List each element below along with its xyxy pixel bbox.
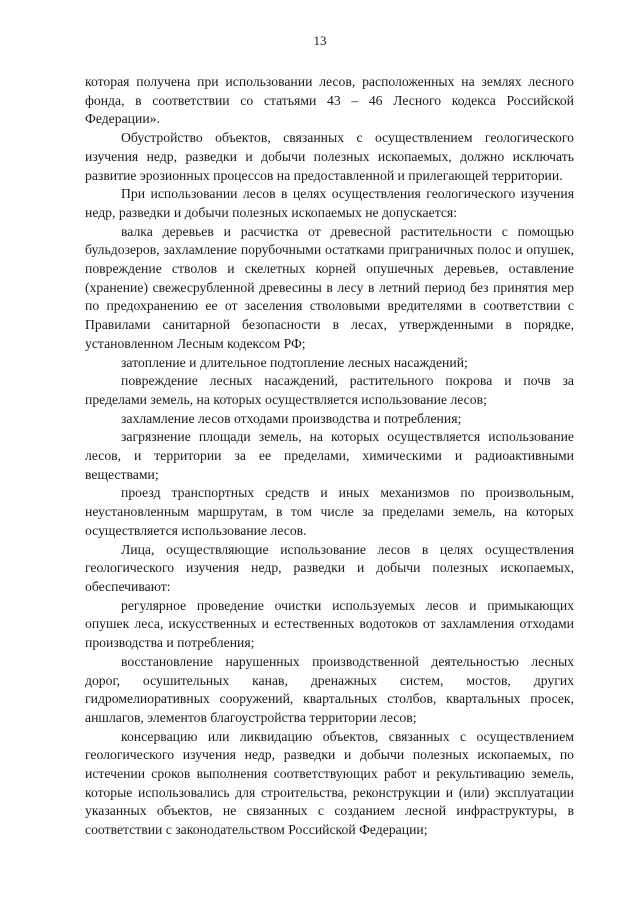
paragraph: Лица, осуществляющие использование лесов в целях осуществления геологического изучения недр, разведки и добычи полезных ископаемых, обеспечивают: (85, 541, 574, 594)
list-item: затопление и длительное подтопление лесных насаждений; (121, 354, 468, 370)
paragraph: Обустройство объектов, связанных с осуществлением геологического изучения недр, разведки и добычи полезных ископаемых, должно исключать развитие эрозионных процессов на предоставленной и прилегающей территории. (85, 130, 574, 183)
list-item: захламление лесов отходами производства и потребления; (121, 410, 462, 426)
list-item: проезд транспортных средств и иных механизмов по произвольным, неустановленным маршрутам, в том числе за пределами земель, на которых осуществляется использование лесов. (85, 485, 574, 538)
paragraph: которая получена при использовании лесов, расположенных на землях лесного фонда, в соответствии со статьями 43 – 46 Лесного кодекса Российской Федерации». (85, 74, 574, 127)
list-item: восстановление нарушенных производственной деятельностью лесных дорог, осушительных канав, дренажных систем, мостов, других гидромелиоративных сооружений, квартальных столбов, квартальных просек, аншлагов, элементов благоустройства территории лесов; (85, 653, 574, 725)
document-body (85, 73, 574, 840)
paragraph: При использовании лесов в целях осуществления геологического изучения недр, разведки и добычи полезных ископаемых не допускается: (85, 186, 574, 220)
list-item: валка деревьев и расчистка от древесной растительности с помощью бульдозеров, захламление порубочными остатками приграничных полос и опушек, повреждение стволов и скелетных корней опушечных деревьев, оставление (хранение) свежесрубленной древесины в лесу в летний период без принятия мер по предохранению ее от заселения стволовыми вредителями в соответствии с Правилами санитарной безопасности в лесах, утвержденными в порядке, установленном Лесным кодексом РФ; (85, 223, 574, 351)
page-number: 13 (313, 33, 327, 48)
list-item: консервацию или ликвидацию объектов, связанных с осуществлением геологического изучения недр, разведки и добычи полезных ископаемых, по истечении сроков выполнения соответствующих работ и рекультивацию земель, которые использовались для строительства, реконструкции и (или) эксплуатации указанных объектов, не связанных с созданием лесной инфраструктуры, в соответствии с законодательством Российской Федерации; (85, 728, 574, 838)
list-item: регулярное проведение очистки используемых лесов и примыкающих опушек леса, искусственных и естественных водотоков от захламления отходами производства и потребления; (85, 597, 574, 651)
list-item: загрязнение площади земель, на которых осуществляется использование лесов, и территории за ее пределами, химическими и радиоактивными веществами; (85, 429, 574, 482)
list-item: повреждение лесных насаждений, растительного покрова и почв за пределами земель, на которых осуществляется использование лесов; (85, 373, 574, 407)
